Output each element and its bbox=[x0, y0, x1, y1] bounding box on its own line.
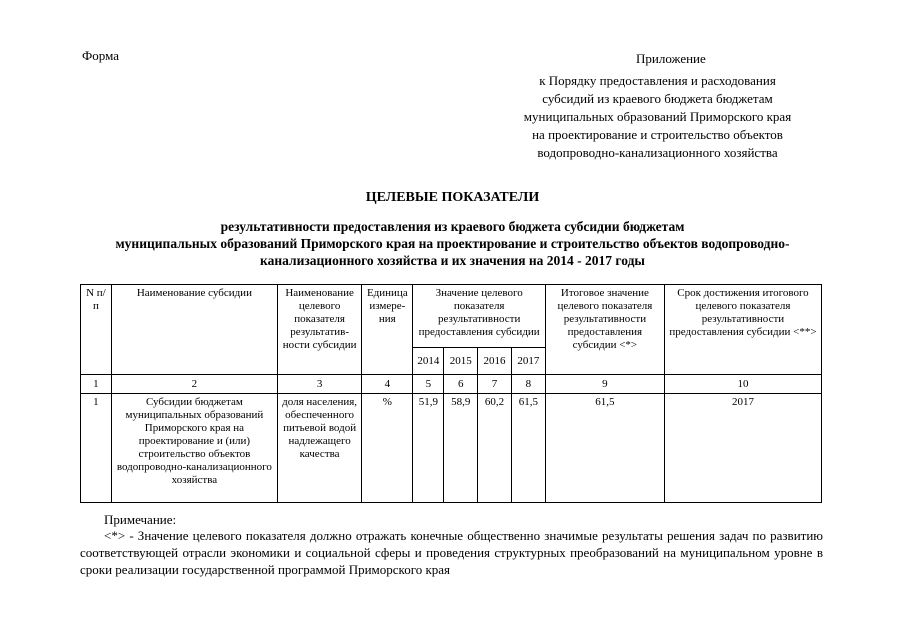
appendix-title: Приложение bbox=[636, 51, 706, 66]
row-subsidy-name: Субсидии бюджетам муниципальных образований Приморского края на проектирование и (или) строительство объектов водопроводно-канализационного хозяйства bbox=[111, 394, 277, 503]
header-unit: Единица измере-ния bbox=[362, 285, 413, 375]
row-unit: % bbox=[362, 394, 413, 503]
header-year: 2017 bbox=[511, 348, 545, 375]
document-title: ЦЕЛЕВЫЕ ПОКАЗАТЕЛИ bbox=[365, 190, 540, 205]
appendix-line: на проектирование и строительство объектов bbox=[532, 127, 783, 142]
column-number: 4 bbox=[362, 375, 413, 394]
indicators-table bbox=[80, 284, 822, 503]
column-numbers-row bbox=[81, 375, 822, 394]
header-year: 2016 bbox=[478, 348, 512, 375]
header-year: 2015 bbox=[444, 348, 478, 375]
column-number: 8 bbox=[511, 375, 545, 394]
row-indicator-name: доля населения, обеспеченного питьевой водой надлежащего качества bbox=[278, 394, 362, 503]
header-year: 2014 bbox=[413, 348, 444, 375]
document-subtitle bbox=[60, 218, 845, 269]
column-number: 9 bbox=[545, 375, 664, 394]
header-num: N п/п bbox=[81, 285, 112, 375]
row-value-2017: 61,5 bbox=[511, 394, 545, 503]
table-header-row bbox=[81, 285, 822, 348]
row-deadline: 2017 bbox=[664, 394, 821, 503]
row-value-2015: 58,9 bbox=[444, 394, 478, 503]
appendix-line: водопроводно-канализационного хозяйства bbox=[537, 145, 778, 160]
header-final-value: Итоговое значение целевого показателя результативности предоставления субсидии <*> bbox=[545, 285, 664, 375]
header-subsidy-name: Наименование субсидии bbox=[111, 285, 277, 375]
appendix-text bbox=[505, 72, 810, 162]
table-row bbox=[81, 394, 822, 503]
appendix-line: муниципальных образований Приморского края bbox=[523, 109, 792, 124]
row-final-value: 61,5 bbox=[545, 394, 664, 503]
subtitle-line: результативности предоставления из краевого бюджета субсидии бюджетам bbox=[220, 219, 685, 234]
appendix-line: к Порядку предоставления и расходования bbox=[539, 73, 776, 88]
header-indicator-name: Наименование целевого показателя результатив-ности субсидии bbox=[278, 285, 362, 375]
column-number: 2 bbox=[111, 375, 277, 394]
subtitle-line: муниципальных образований Приморского края на проектирование и строительство объектов водопроводно- bbox=[115, 236, 790, 251]
note-text: <*> - Значение целевого показателя должно отражать конечные общественно значимые результаты решения задач по развитию соответствующей отрасли экономики и социальной сферы и проведения структурных преобразований на муниципальном уровне в сроки реализации государственной программой Приморского края bbox=[80, 528, 823, 577]
column-number: 3 bbox=[278, 375, 362, 394]
column-number: 5 bbox=[413, 375, 444, 394]
row-value-2014: 51,9 bbox=[413, 394, 444, 503]
column-number: 7 bbox=[478, 375, 512, 394]
subtitle-line: канализационного хозяйства и их значения на 2014 - 2017 годы bbox=[260, 253, 645, 268]
row-value-2016: 60,2 bbox=[478, 394, 512, 503]
column-number: 10 bbox=[664, 375, 821, 394]
column-number: 6 bbox=[444, 375, 478, 394]
header-value-group: Значение целевого показателя результативности предоставления субсидии bbox=[413, 285, 545, 348]
header-deadline: Срок достижения итогового целевого показателя результативности предоставления субсидии <**> bbox=[664, 285, 821, 375]
row-num: 1 bbox=[81, 394, 112, 503]
form-label: Форма bbox=[82, 48, 119, 63]
column-number: 1 bbox=[81, 375, 112, 394]
note-label: Примечание: bbox=[104, 512, 177, 527]
appendix-line: субсидий из краевого бюджета бюджетам bbox=[542, 91, 773, 106]
